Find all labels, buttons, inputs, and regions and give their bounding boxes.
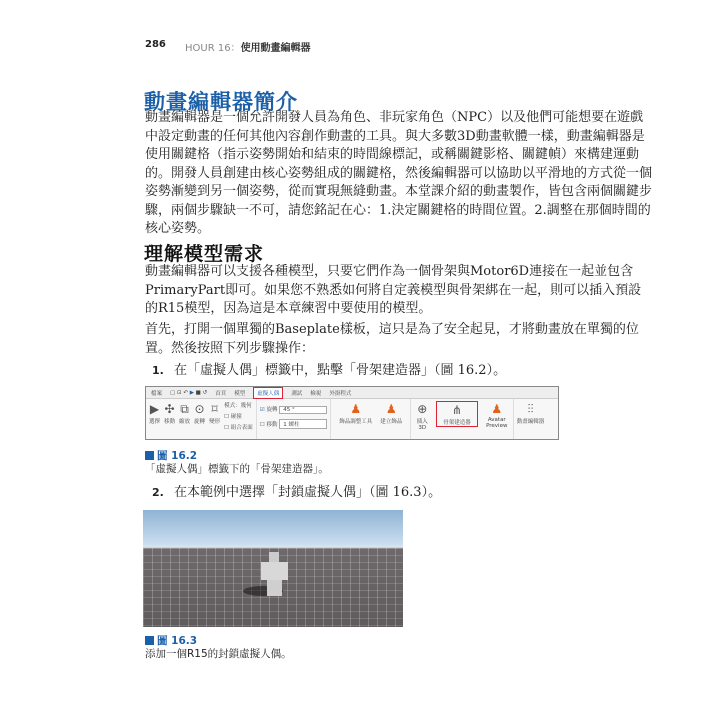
step-number: 2.: [152, 486, 164, 499]
tool-label: 動畫編輯器: [516, 419, 545, 425]
join-surfaces-checkbox[interactable]: ☐ 組合表面: [224, 425, 253, 431]
step-text: 在本範例中選擇「封鎖虛擬人偶」（圖 16.3）。: [174, 485, 442, 500]
block-avatar: [261, 552, 288, 596]
snap-label: 移動: [266, 422, 278, 428]
transform-tool[interactable]: [209, 401, 220, 425]
text-line: 使用關鍵格（指示姿勢開始和結束的時間線標記，或稱關鍵影格、關鍵幀）來構建運動: [145, 147, 640, 162]
tool-label: 飾品調整工具: [339, 419, 373, 425]
figure-number-text: 圖 16.2: [157, 450, 198, 462]
text-line: 核心姿勢。: [145, 221, 211, 236]
tab-model[interactable]: 模型: [234, 390, 246, 397]
section-heading: 理解模型需求: [144, 243, 265, 265]
model-paragraph: [145, 263, 642, 319]
tool-label: 旋轉: [194, 419, 206, 425]
intro-paragraph: [145, 109, 653, 239]
mode-dropdown[interactable]: 模式：幾何: [224, 403, 252, 409]
section-heading: 動畫編輯器簡介: [144, 90, 298, 114]
text-line: 姿勢漸變到另一個姿勢，從而實現無縫動畫。本堂課介紹的動畫製作，皆包含兩個關鍵步: [145, 184, 653, 199]
text-line: 動畫編輯器是一個允許開發人員為角色、非玩家角色（NPC）以及他們可能想要在遊戲: [145, 110, 644, 125]
ribbon-tabs: [146, 387, 558, 399]
tool-label: 縮放: [179, 419, 191, 425]
rig-builder-tool[interactable]: [436, 401, 478, 427]
collision-checkbox[interactable]: ☐ 碰撞: [224, 414, 242, 420]
animation-editor-tool[interactable]: [517, 401, 545, 425]
running-header: [145, 39, 311, 54]
figure-number: [145, 635, 292, 648]
text-line: 置。然後按照下列步驟操作：: [145, 340, 315, 356]
select-tool[interactable]: [149, 401, 160, 425]
scale-tool[interactable]: [179, 401, 190, 425]
tool-label: 插入 3D: [416, 419, 428, 431]
figure-marker-icon: [145, 636, 154, 645]
tab-home[interactable]: 首頁: [215, 390, 227, 397]
accessory-fit-icon: ♟: [350, 402, 362, 416]
tool-label: 建立飾品: [380, 419, 403, 425]
accessory-add-icon: ♟: [385, 402, 397, 416]
text-line: 中設定動畫的任何其他內容創作動畫的工具。與大多數3D動畫軟體一樣，動畫編輯器是: [145, 128, 645, 144]
figure-16-2-toolbar: [145, 386, 559, 440]
scale-icon: ⧉: [180, 402, 189, 416]
rotate-tool[interactable]: [194, 401, 205, 425]
tool-label: 變形: [209, 419, 221, 425]
rotate-value-input[interactable]: 45 °: [279, 406, 327, 414]
move-value-input[interactable]: 1 螺柱: [279, 419, 327, 429]
move-snap[interactable]: ☐ 移動 1 螺柱: [260, 419, 327, 429]
step-1: [152, 359, 506, 378]
sliders-icon: ⫶⫶: [527, 402, 534, 416]
checkbox-label: 碰撞: [230, 414, 242, 420]
tool-label: 骨架建造器: [443, 420, 471, 426]
page-number: 286: [145, 39, 166, 50]
text-line: 的R15模型，因為這是本章練習中要使用的模型。: [145, 301, 432, 316]
text-line: 驟，兩個步驟缺一不可，請您銘記在心：1.決定關鍵格的時間位置。2.調整在那個時間的: [145, 202, 651, 218]
figure-caption-16-2: [145, 450, 329, 476]
step-text: 在「虛擬人偶」標籤中，點擊「骨架建造器」（圖 16.2）。: [174, 363, 507, 378]
globe-icon: ⊕: [417, 402, 428, 416]
checkbox-label: 組合表面: [230, 425, 253, 431]
running-head-title: 使用動畫編輯器: [240, 43, 311, 54]
cursor-icon: ▶: [149, 402, 160, 416]
figure-marker-icon: [145, 451, 154, 460]
step-number: 1.: [152, 364, 164, 377]
steps-intro-paragraph: [145, 321, 639, 358]
running-head-prefix: HOUR 16：: [185, 43, 241, 54]
caption-text: 添加一個R15的封鎖虛擬人偶。: [145, 648, 292, 660]
rotate-icon: ⊙: [194, 402, 205, 416]
text-line: 首先，打開一個單獨的Baseplate樣板，這只是為了安全起見，才將動畫放在單獨的位: [145, 322, 639, 337]
text-line: PrimaryPart即可。如果您不熟悉如何將自定義模型與骨架綁在一起，則可以插入預設: [145, 282, 642, 298]
figure-caption-16-3: [145, 635, 292, 661]
avatar-preview-tool[interactable]: [484, 401, 510, 429]
rig-icon: ⋔: [451, 403, 463, 417]
tool-label: Avatar Preview: [486, 417, 508, 429]
tool-label: 選擇: [149, 419, 161, 425]
transform-icon: ⌑: [211, 402, 218, 416]
tab-test[interactable]: 測試: [291, 390, 303, 397]
tab-view[interactable]: 檢視: [310, 390, 322, 397]
insert-3d-tool[interactable]: [414, 401, 430, 431]
figure-number-text: 圖 16.3: [157, 635, 198, 647]
create-accessory-tool[interactable]: [380, 401, 402, 425]
rotate-snap[interactable]: ☑ 旋轉 45 °: [260, 405, 327, 414]
text-line: 動畫編輯器可以支援各種模型，只要它們作為一個骨架與Motor6D連接在一起並包含: [145, 264, 634, 279]
step-2: [152, 481, 441, 500]
tab-avatar[interactable]: 虛擬人偶: [253, 387, 283, 399]
figure-16-3-viewport: [143, 510, 403, 627]
figure-number: [145, 450, 329, 463]
accessory-fitting-tool[interactable]: [339, 401, 372, 425]
move-icon: ✣: [164, 402, 175, 416]
tab-file[interactable]: 檔案: [151, 390, 163, 397]
tool-label: 移動: [164, 419, 176, 425]
quick-access-icons: ▢ ⊡ ↶ ▶ ■ ↺: [170, 389, 208, 396]
move-tool[interactable]: [164, 401, 175, 425]
text-line: 的。開發人員創建由核心姿勢組成的關鍵格，然後編輯器可以協助以平滑地的方式從一個: [145, 165, 653, 181]
snap-label: 旋轉: [266, 407, 278, 413]
avatar-icon: ♟: [491, 402, 503, 416]
tab-plugins[interactable]: 外掛程式: [329, 390, 352, 397]
caption-text: 「虛擬人偶」標籤下的「骨架建造器」。: [145, 463, 329, 475]
